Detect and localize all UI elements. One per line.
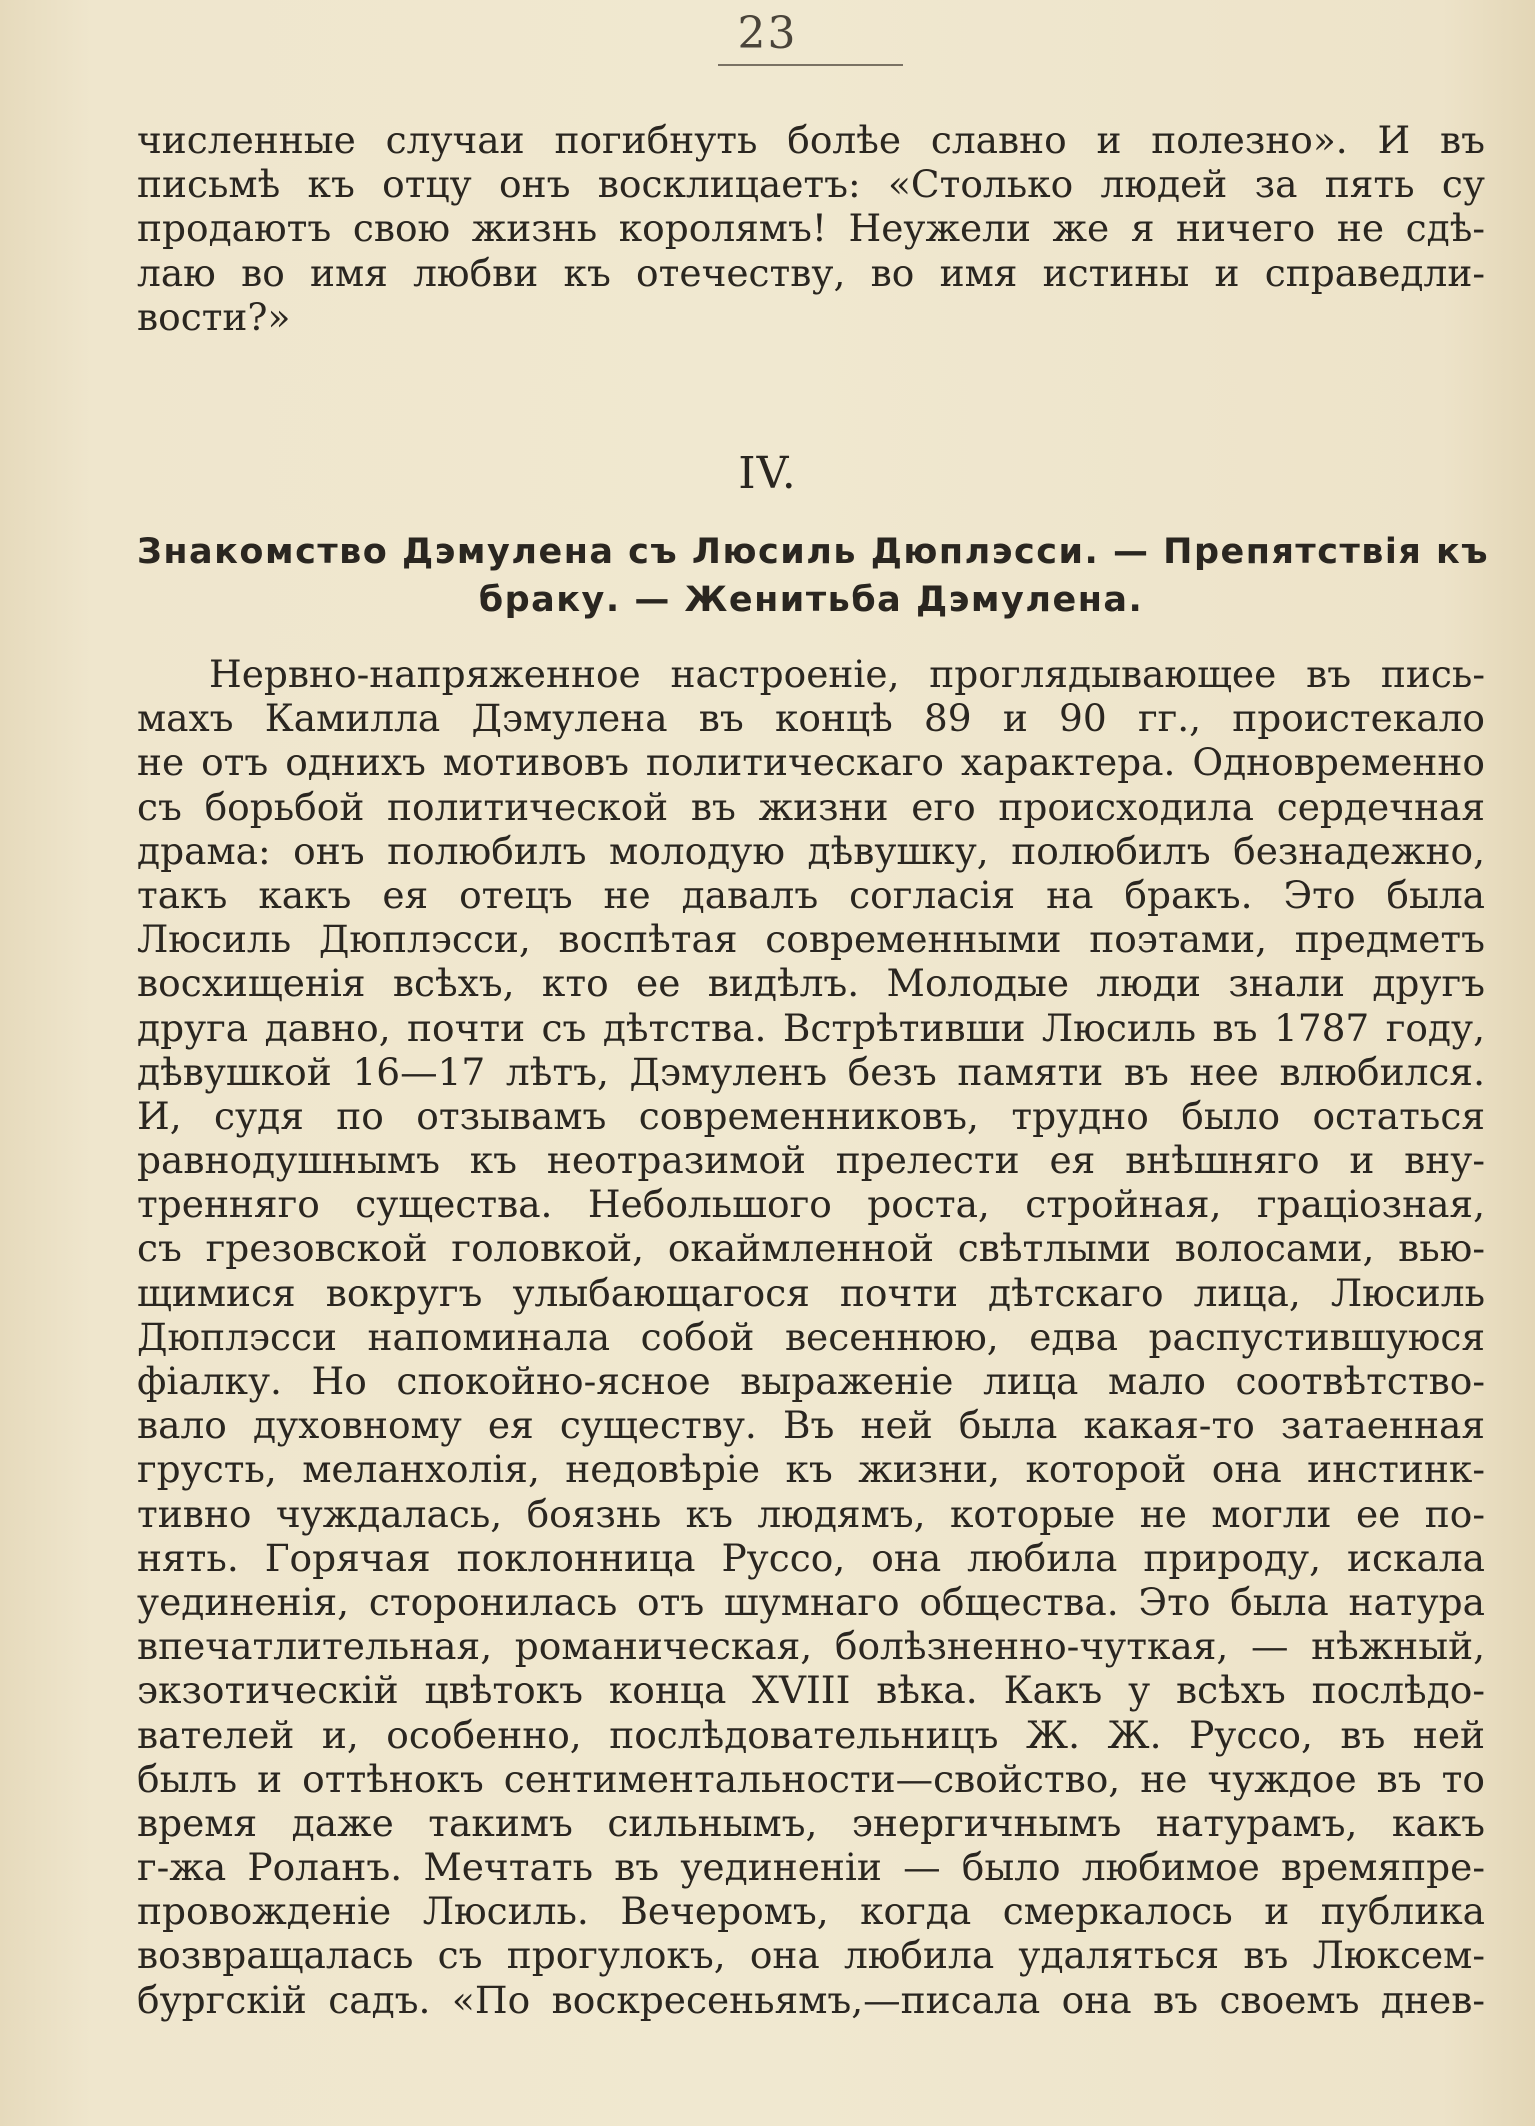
text-line: былъ и оттѣнокъ сентиментальности—свойство, не чуждое въ то [137,1756,1485,1801]
text-line: И, судя по отзывамъ современниковъ, трудно было остаться [137,1093,1485,1138]
text-line: впечатлительная, романическая, болѣзненно-чуткая, — нѣжный, [137,1624,1485,1669]
text-line: продаютъ свою жизнь королямъ! Неужели же я ничего не сдѣ- [137,206,1485,251]
chapter-title-line: браку. — Женитьба Дэмулена. [478,580,1144,620]
text-line: время даже такимъ сильнымъ, энергичнымъ натурамъ, какъ [137,1800,1485,1845]
text-line: равнодушнымъ къ неотразимой прелести ея внѣшняго и вну- [137,1138,1485,1183]
text-line: провожденіе Люсиль. Вечеромъ, когда смеркалось и публика [137,1889,1485,1934]
text-line: письмѣ къ отцу онъ восклицаетъ: «Столько людей за пять су [137,162,1485,207]
text-line: грусть, меланхолія, недовѣріе къ жизни, которой она инстинк- [137,1447,1485,1492]
main-paragraph [137,652,1485,2022]
text-line: дѣвушкой 16—17 лѣтъ, Дэмуленъ безъ памяти въ нее влюбился. [137,1049,1485,1094]
header-rule [718,64,903,66]
text-line: съ грезовской головкой, окаймленной свѣтлыми волосами, вью- [137,1226,1485,1271]
text-line: фіалку. Но спокойно-ясное выраженіе лица мало соотвѣтство- [137,1359,1485,1403]
text-line: щимися вокругъ улыбающагося почти дѣтскаго лица, Люсиль [137,1270,1485,1315]
text-line: вателей и, особенно, послѣдовательницъ Ж. Ж. Руссо, въ ней [137,1712,1485,1757]
top-paragraph [137,118,1485,339]
text-line: экзотическій цвѣтокъ конца XVIII вѣка. Какъ у всѣхъ послѣдо- [137,1668,1485,1713]
text-line: Нервно-напряженное настроеніе, проглядывающее въ пись- [209,652,1485,696]
text-line: махъ Камилла Дэмулена въ концѣ 89 и 90 гг., проистекало [137,696,1485,741]
text-line: восхищенія всѣхъ, кто ее видѣлъ. Молодые люди знали другъ [137,961,1485,1006]
text-line: нять. Горячая поклонница Руссо, она любила природу, искала [137,1535,1485,1580]
text-line: такъ какъ ея отецъ не давалъ согласія на бракъ. Это была [137,872,1485,917]
text-line: съ борьбой политической въ жизни его происходила сердечная [137,784,1485,829]
text-line: не отъ однихъ мотивовъ политическаго характера. Одновременно [137,740,1485,785]
text-line: г-жа Роланъ. Мечтать въ уединеніи — было любимое времяпре- [137,1845,1485,1890]
text-line: друга давно, почти съ дѣтства. Встрѣтивши Люсиль въ 1787 году, [137,1005,1485,1050]
text-line: Дюплэсси напоминала собой весеннюю, едва распустившуюся [137,1314,1485,1359]
chapter-title [137,528,1490,624]
text-line: вости?» [137,294,291,339]
text-line: бургскій садъ. «По воскресеньямъ,—писала она въ своемъ днев- [137,1977,1485,2022]
text-line: тивно чуждалась, боязнь къ людямъ, которые не могли ее по- [137,1491,1485,1536]
text-line: тренняго существа. Небольшого роста, стройная, граціозная, [137,1182,1485,1227]
text-line: Люсиль Дюплэсси, воспѣтая современными поэтами, предметъ [137,917,1485,962]
chapter-title-line: Знакомство Дэмулена съ Люсиль Дюплэсси. — Препятствія къ [137,532,1490,572]
text-line: драма: онъ полюбилъ молодую дѣвушку, полюбилъ безнадежно, [137,828,1485,873]
text-line: уединенія, сторонилась отъ шумнаго общества. Это была натура [137,1579,1485,1624]
text-line: лаю во имя любви къ отечеству, во имя истины и справедли- [137,250,1485,295]
page-number: 23 [737,8,798,59]
text-line: вало духовному ея существу. Въ ней была какая-то затаенная [137,1403,1485,1448]
text-line: численные случаи погибнуть болѣе славно и полезно». И въ [137,118,1485,162]
text-line: возвращалась съ прогулокъ, она любила удаляться въ Люксем- [137,1933,1485,1978]
chapter-number: IV. [738,448,797,499]
